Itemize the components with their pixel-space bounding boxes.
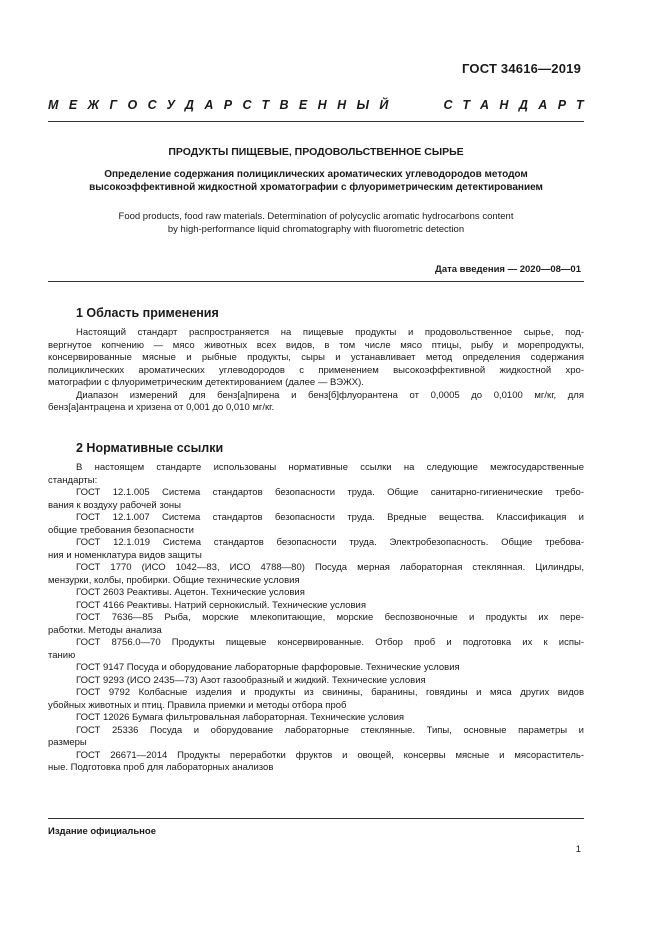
page-number: 1 — [575, 844, 581, 855]
text-line: бенз[а]антрацена и хризена от 0,001 до 0,010 мг/кг. — [48, 402, 275, 413]
english-title-line: by high-performance liquid chromatography with fluorometric detection — [167, 224, 465, 235]
reference-line: убойных животных и птиц. Правила приемки и методы отбора проб — [48, 699, 347, 711]
reference-line: вания к воздуху рабочей зоны — [48, 499, 181, 511]
banner-word-interstate: МЕЖГОСУДАРСТВЕННЫЙ — [48, 98, 399, 112]
official-edition-label: Издание официальное — [48, 826, 156, 837]
text-line: полициклических ароматических углеводородов с применением высокоэффективной жидкостной хро- — [48, 364, 584, 376]
header-divider — [48, 121, 584, 122]
subtitle-line: высокоэффективной жидкостной хроматографии с флуориметрическим детектированием — [89, 182, 543, 193]
section-1-heading: 1 Область применения — [76, 306, 219, 320]
reference-line: танию — [48, 649, 76, 661]
reference-line: ные. Подготовка проб для лабораторных анализов — [48, 762, 274, 773]
section-2-body — [48, 462, 584, 775]
reference-line: ГОСТ 9792 Колбасные изделия и продукты из свинины, баранины, говядины и мяса других видов — [76, 687, 584, 698]
section-1-body — [48, 327, 584, 415]
document-subtitle — [48, 168, 584, 194]
reference-line: ГОСТ 12.1.005 Система стандартов безопасности труда. Общие санитарно-гигиенические требо- — [76, 487, 584, 498]
footer-divider — [48, 818, 584, 819]
reference-line: ния и номенклатура видов защиты — [48, 549, 202, 561]
reference-line: ГОСТ 8756.0—70 Продукты пищевые консервированные. Отбор проб и подготовка их к испы- — [76, 637, 584, 648]
reference-line: ГОСТ 9147 Посуда и оборудование лабораторные фарфоровые. Технические условия — [76, 662, 460, 673]
text-line: стандарты: — [48, 474, 98, 486]
text-line: консервированные мясные и рыбные продукты, сыры и устанавливает метод определения содержания — [48, 352, 584, 363]
text-line: Настоящий стандарт распространяется на пищевые продукты и продовольственное сырье, под- — [76, 327, 584, 338]
section-2-heading: 2 Нормативные ссылки — [76, 441, 224, 455]
reference-line: мензурки, колбы, пробирки. Общие технические условия — [48, 574, 300, 586]
text-line: вергнутое копчению — мясо животных всех видов, в том числе мясо птицы, рыбу и морепродукты, — [48, 339, 584, 351]
reference-line: ГОСТ 7636—85 Рыба, морские млекопитающие, морские беспозвоночные и продукты их пере- — [76, 612, 584, 623]
subtitle-line: Определение содержания полициклических ароматических углеводородов методом — [104, 169, 528, 180]
document-title: ПРОДУКТЫ ПИЩЕВЫЕ, ПРОДОВОЛЬСТВЕННОЕ СЫРЬЕ — [168, 146, 464, 158]
english-title — [48, 210, 584, 236]
interstate-standard-banner — [48, 98, 594, 114]
text-line: В настоящем стандарте использованы нормативные ссылки на следующие межгосударственные — [76, 462, 584, 473]
english-title-line: Food products, food raw materials. Determination of polycyclic aromatic hydrocarbons content — [118, 211, 514, 222]
reference-line: ГОСТ 12.1.007 Система стандартов безопасности труда. Вредные вещества. Классификация и — [76, 512, 584, 523]
introduction-date: Дата введения — 2020—08—01 — [435, 264, 581, 275]
reference-line: ГОСТ 25336 Посуда и оборудование лабораторные стеклянные. Типы, основные параметры и — [76, 724, 584, 736]
reference-line: работки. Методы анализа — [48, 624, 162, 636]
title-divider — [48, 281, 584, 282]
text-line: матографии с флуориметрическим детектированием (далее — ВЭЖХ). — [48, 377, 364, 388]
reference-line: общие требования безопасности — [48, 524, 194, 536]
reference-line: ГОСТ 26671—2014 Продукты переработки фруктов и овощей, консервы мясные и мясораститель- — [76, 749, 584, 761]
reference-line: ГОСТ 12026 Бумага фильтровальная лабораторная. Технические условия — [76, 712, 405, 723]
text-line: Диапазон измерений для бенз[а]пирена и бенз[б]флуорантена от 0,0005 до 0,0100 мг/кг, для — [76, 389, 584, 401]
reference-line: ГОСТ 4166 Реактивы. Натрий сернокислый. Технические условия — [76, 599, 367, 611]
reference-line: размеры — [48, 737, 87, 748]
reference-line: ГОСТ 1770 (ИСО 1042—83, ИСО 4788—80) Посуда мерная лабораторная стеклянная. Цилиндры, — [76, 562, 584, 573]
gost-number: ГОСТ 34616—2019 — [462, 61, 581, 76]
reference-line: ГОСТ 12.1.019 Система стандартов безопасности труда. Электробезопасность. Общие требова- — [76, 537, 584, 548]
reference-line: ГОСТ 9293 (ИСО 2435—73) Азот газообразный и жидкий. Технические условия — [76, 674, 426, 686]
reference-line: ГОСТ 2603 Реактивы. Ацетон. Технические условия — [76, 587, 305, 598]
banner-word-standard: СТАНДАРТ — [443, 98, 594, 112]
